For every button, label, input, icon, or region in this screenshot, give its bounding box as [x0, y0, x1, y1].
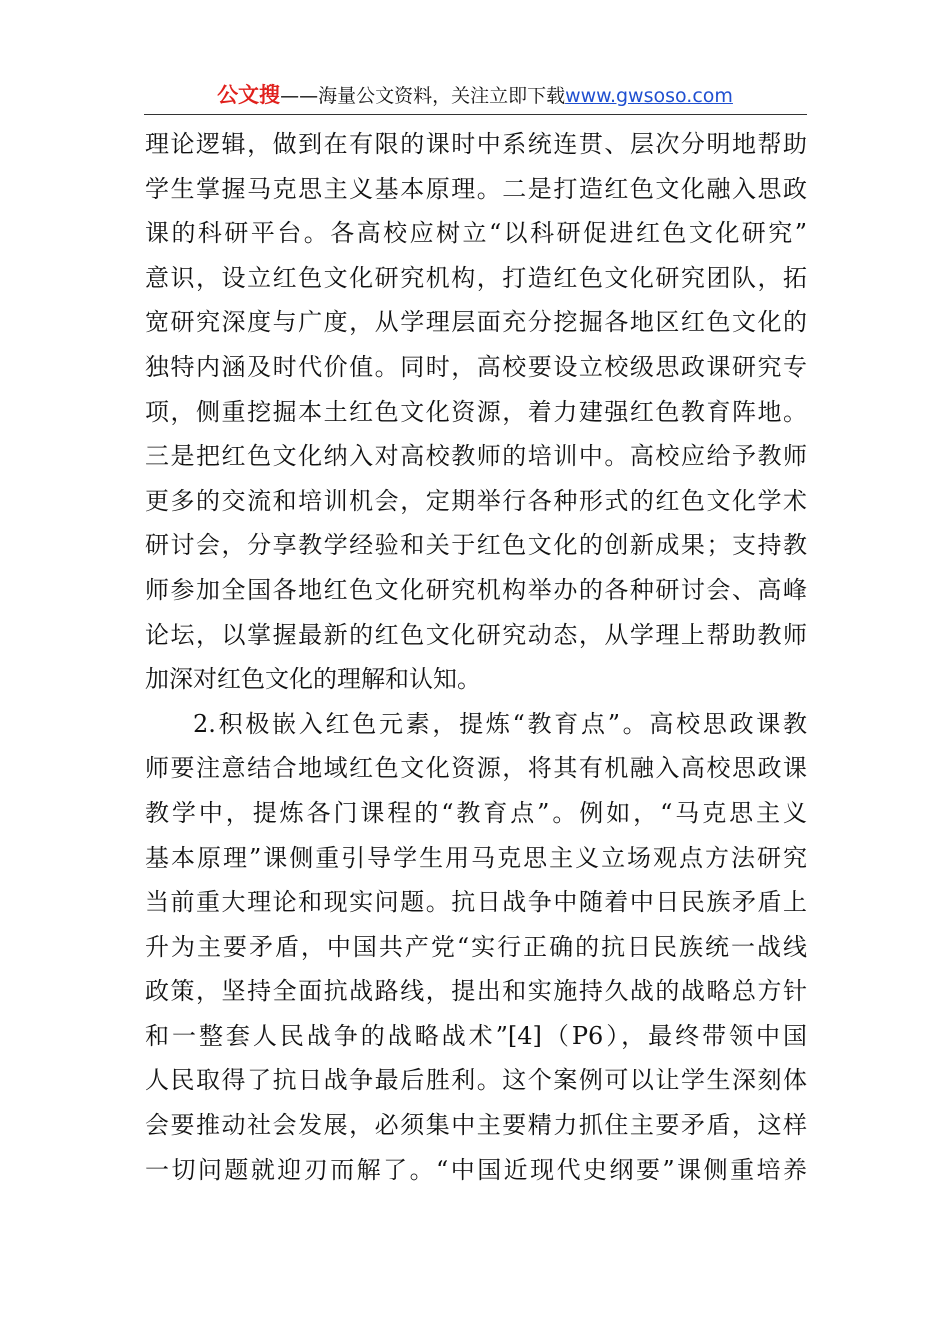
body-line: 课的科研平台。各高校应树立“以科研促进红色文化研究” [145, 219, 807, 248]
document-body [145, 122, 807, 1192]
body-line: 师要注意结合地域红色文化资源，将其有机融入高校思政课 [145, 754, 807, 783]
body-line: 升为主要矛盾，中国共产党“实行正确的抗日民族统一战线 [145, 932, 807, 961]
body-line: 项，侧重挖掘本土红色文化资源，着力建强红色教育阵地。 [145, 397, 807, 426]
body-line: 政策，坚持全面抗战路线，提出和实施持久战的战略总方针 [145, 977, 807, 1006]
site-link[interactable]: www.gwsoso.com [565, 85, 733, 107]
body-line: 和一整套人民战争的战略战术”[4]（P6），最终带领中国 [145, 1021, 807, 1050]
body-line: 一切问题就迎刃而解了。“中国近现代史纲要”课侧重培养 [145, 1155, 807, 1184]
body-line: 宽研究深度与广度，从学理层面充分挖掘各地区红色文化的 [145, 308, 807, 337]
body-line: 学生掌握马克思主义基本原理。二是打造红色文化融入思政 [145, 174, 807, 203]
body-line: 三是把红色文化纳入对高校教师的培训中。高校应给予教师 [145, 442, 807, 471]
body-line: 独特内涵及时代价值。同时，高校要设立校级思政课研究专 [145, 352, 807, 381]
body-line: 研讨会，分享教学经验和关于红色文化的创新成果；支持教 [145, 531, 807, 560]
body-line: 人民取得了抗日战争最后胜利。这个案例可以让学生深刻体 [145, 1066, 807, 1095]
paragraph-heading-line: 2.积极嵌入红色元素，提炼“教育点”。高校思政课教 [193, 709, 807, 738]
brand-logo-text: 公文搜 [217, 83, 281, 107]
body-line: 师参加全国各地红色文化研究机构举办的各种研讨会、高峰 [145, 575, 807, 604]
body-line: 理论逻辑，做到在有限的课时中系统连贯、层次分明地帮助 [145, 130, 807, 158]
body-line: 会要推动社会发展，必须集中主要精力抓住主要矛盾，这样 [145, 1111, 807, 1140]
body-line: 基本原理”课侧重引导学生用马克思主义立场观点方法研究 [145, 843, 807, 872]
header-divider [144, 114, 807, 115]
body-line: 更多的交流和培训机会，定期举行各种形式的红色文化学术 [145, 486, 807, 515]
body-line: 意识，设立红色文化研究机构，打造红色文化研究团队，拓 [145, 263, 807, 292]
body-line: 教学中，提炼各门课程的“教育点”。例如，“马克思主义 [145, 798, 807, 827]
header-tagline: ——海量公文资料，关注立即下载 [280, 85, 566, 107]
body-line: 当前重大理论和现实问题。抗日战争中随着中日民族矛盾上 [145, 888, 807, 917]
page-header [0, 80, 950, 111]
body-line: 论坛，以掌握最新的红色文化研究动态，从学理上帮助教师 [145, 620, 807, 649]
paragraph-last-line: 加深对红色文化的理解和认知。 [145, 665, 481, 694]
